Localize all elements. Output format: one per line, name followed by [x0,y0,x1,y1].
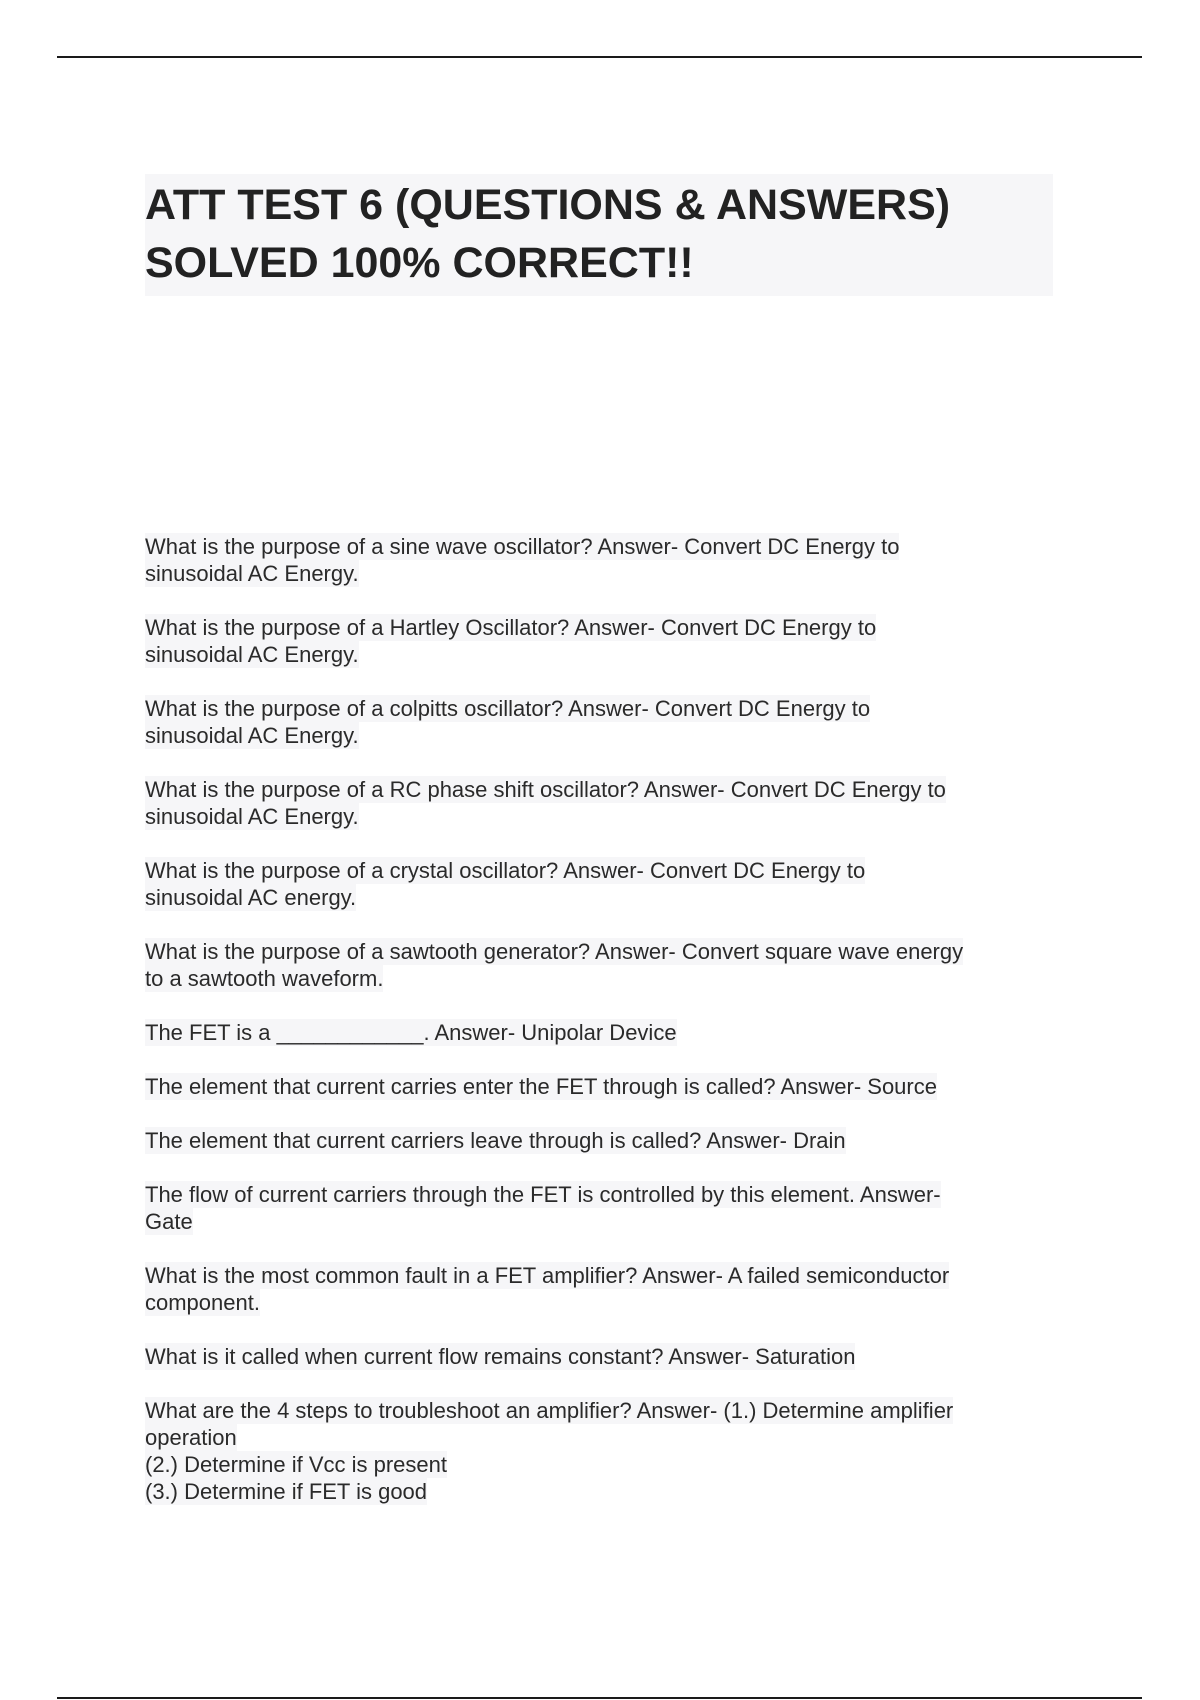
qa-item [145,614,1065,668]
qa-line: operation [145,1425,237,1450]
title-line: SOLVED 100% CORRECT!! [145,239,694,287]
qa-line: sinusoidal AC Energy. [145,642,359,667]
title-line: ATT TEST 6 (QUESTIONS & ANSWERS) [145,181,951,229]
qa-item [145,1181,1065,1235]
qa-line: What is the purpose of a RC phase shift oscillator? Answer- Convert DC Energy to [145,777,946,802]
qa-line: component. [145,1290,260,1315]
qa-line: What is the purpose of a Hartley Oscillator? Answer- Convert DC Energy to [145,615,877,640]
qa-item [145,1127,1065,1154]
bottom-rule [57,1697,1142,1699]
qa-line: What is the purpose of a sine wave oscillator? Answer- Convert DC Energy to [145,534,900,559]
qa-item [145,857,1065,911]
qa-item [145,776,1065,830]
qa-line: The element that current carries enter the FET through is called? Answer- Source [145,1074,937,1099]
qa-line: The flow of current carriers through the FET is controlled by this element. Answer- [145,1182,941,1207]
qa-line: sinusoidal AC Energy. [145,804,359,829]
qa-line: sinusoidal AC Energy. [145,561,359,586]
qa-line: What is the purpose of a crystal oscillator? Answer- Convert DC Energy to [145,858,866,883]
qa-item [145,533,1065,587]
qa-item [145,1262,1065,1316]
qa-line: (3.) Determine if FET is good [145,1479,428,1504]
qa-line: What is the most common fault in a FET amplifier? Answer- A failed semiconductor [145,1263,950,1288]
qa-list [145,533,1065,1532]
qa-item [145,938,1065,992]
qa-line: What is the purpose of a sawtooth generator? Answer- Convert square wave energy [145,939,964,964]
qa-line: What are the 4 steps to troubleshoot an amplifier? Answer- (1.) Determine amplifier [145,1398,954,1423]
top-rule [57,56,1142,58]
qa-item [145,1343,1065,1370]
qa-line: What is it called when current flow remains constant? Answer- Saturation [145,1344,856,1369]
qa-line: The element that current carriers leave through is called? Answer- Drain [145,1128,846,1153]
document-title [145,174,1053,296]
qa-line: sinusoidal AC energy. [145,885,357,910]
qa-line: Gate [145,1209,193,1234]
qa-line: (2.) Determine if Vcc is present [145,1452,447,1477]
qa-line: What is the purpose of a colpitts oscillator? Answer- Convert DC Energy to [145,696,871,721]
qa-item [145,1073,1065,1100]
qa-item [145,1397,1065,1505]
qa-line: to a sawtooth waveform. [145,966,384,991]
qa-item [145,695,1065,749]
qa-line: sinusoidal AC Energy. [145,723,359,748]
qa-line: The FET is a ____________. Answer- Unipolar Device [145,1020,677,1045]
qa-item [145,1019,1065,1046]
